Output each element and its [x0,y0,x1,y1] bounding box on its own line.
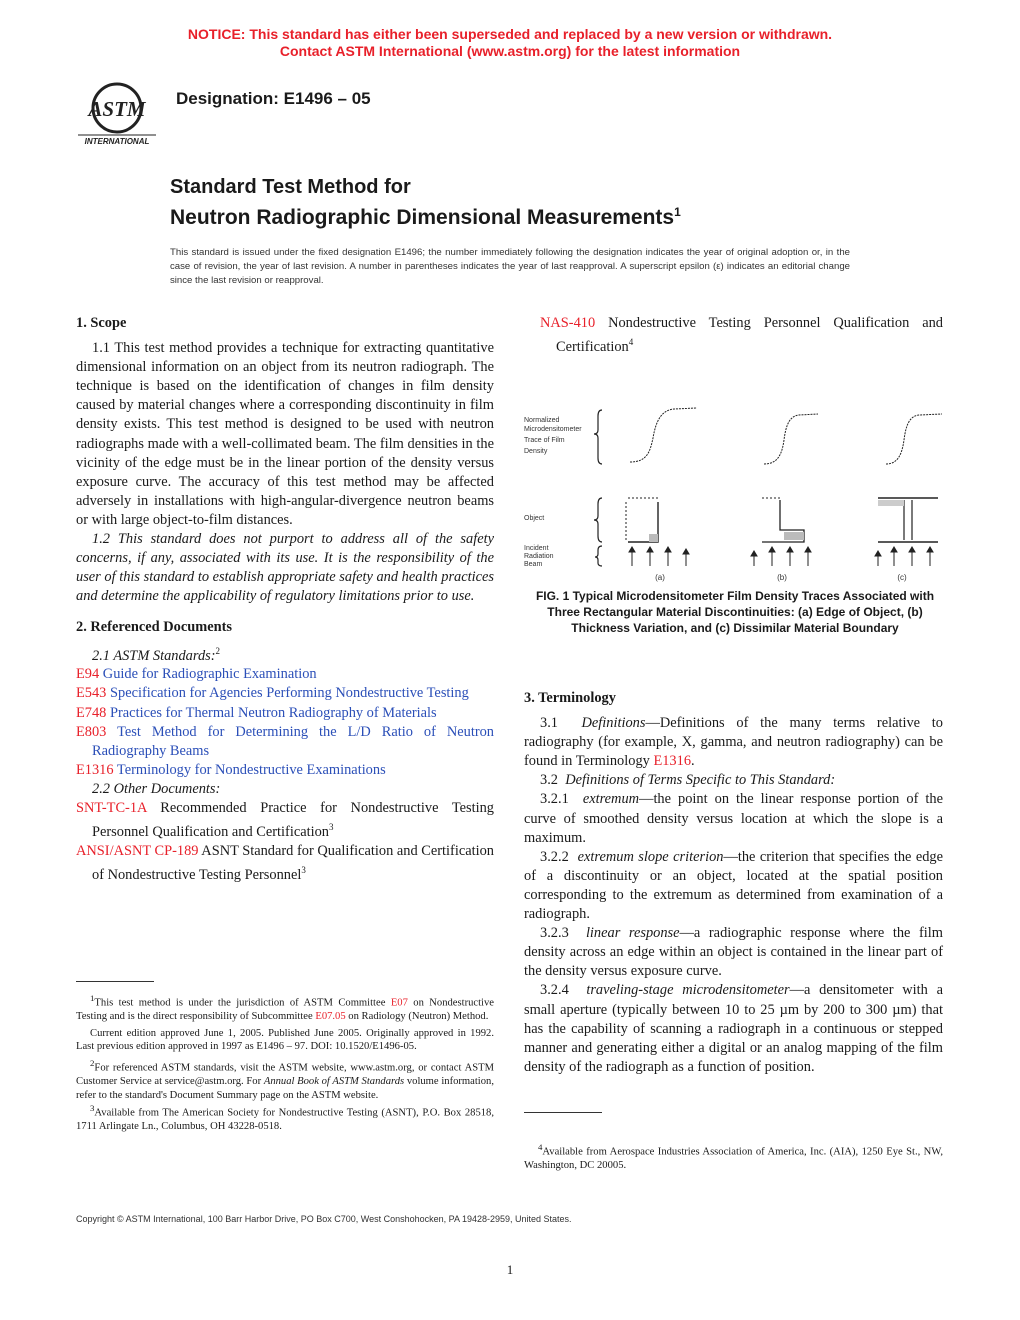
object-a [626,498,658,542]
footnote-2: $^2$For referenced ASTM standards, visit the ASTM website, www.astm.org, or contact ASTM Customer Service at service@astm.org. For Annual Book of ASTM Standards volume information, refer to the standard's Document Summary page on the ASTM website. [76,1057,494,1101]
footnote-rule-left [76,981,154,982]
other-doc-title: Nondestructive Testing Personnel Qualification and Certification [556,315,943,355]
brace-beam [595,546,602,566]
definition-text: —a radiographic response where the film density across an edge within an object is contained in the linear part of the density versus exposure curve. [524,925,943,980]
other-doc-title: Recommended Practice for Nondestructive Testing Personnel Qualification and Certification [92,800,494,840]
fig-label-beam-1: Incident [524,545,549,552]
other-doc-item [76,842,494,885]
figure-1-caption: FIG. 1 Typical Microdensitometer Film Density Traces Associated with Three Rectangular Material Discontinuities: (a) Edge of Object, (b) Thickness Variation, and (c) Dissimilar Material Boundary [535,589,935,635]
ref-code-link[interactable]: E1316 [76,761,114,778]
notice-line-1: NOTICE: This standard has either been superseded and replaced by a new version or withdrawn. [187,26,833,42]
ref-code-link[interactable]: E748 [76,704,107,721]
document-title [170,175,681,230]
withdrawn-notice [0,26,1020,60]
ref-code-link[interactable]: E94 [76,666,100,683]
footnotes-left [76,992,494,1134]
definition-item [524,848,943,924]
title-line-1: Standard Test Method for [170,176,411,198]
astm-logo-icon [74,78,160,148]
ref-code-link[interactable]: E803 [76,723,107,740]
footnote-1-edition: Current edition approved June 1, 2005. Published June 2005. Originally approved in 1992. Last previous edition approved in 1997 as E1496 – 97. DOI: 10.1520/E1496-05. [76,1027,494,1053]
term-3-1: 3.1 Definitions—Definitions of the many terms relative to radiography (for example, X, gamma, and neutron radiography) can be found in Terminology E1316. [524,715,943,770]
trace-a [630,408,697,462]
definition-item [524,924,943,981]
title-line-2: Neutron Radiographic Dimensional Measurements [170,206,675,229]
trace-b [764,414,818,464]
designation: Designation: E1496 – 05 [176,89,371,108]
other-doc-code-link[interactable]: SNT-TC-1A [76,800,147,817]
definition-term: extremum [582,791,640,808]
definition-item [524,981,943,1076]
fig-label-trace-1: Normalized [524,417,560,424]
issuance-note: This standard is issued under the fixed designation E1496; the number immediately following the designation indicates the year of original adoption or, in the case of revision, the year of last revision. A number in parentheses indicates the year of last reapproval. A superscript epsilon (ε) indicates an editorial change since the last revision or reapproval. [170,247,850,286]
terminology-section [524,689,943,1077]
panel-label-a: (a) [655,573,665,582]
astm-ref-item [76,704,494,723]
other-doc-fn: 3 [328,822,334,833]
definition-number: 3.2.2 [540,848,569,865]
beam-arrows [629,547,933,566]
astm-ref-item [76,684,494,703]
other-doc-fn: 4 [628,337,634,348]
logo-subtext: INTERNATIONAL [84,137,150,146]
definition-item [524,790,943,847]
definition-number: 3.2.1 [540,791,569,808]
brace-trace [594,410,602,464]
footnote-3: $^3$Available from The American Society for Nondestructive Testing (ASNT), P.O. Box 28518, 1711 Arlingate Ln., Columbus, OH 43228-0518. [76,1103,494,1133]
logo-text: ASTM [88,97,146,121]
trace-c [886,414,942,464]
panel-label-c: (c) [897,573,907,582]
ref-title-link[interactable]: Practices for Thermal Neutron Radiography of Materials [110,704,437,721]
definition-term: traveling-stage microdensitometer [586,982,790,999]
brace-object [594,498,602,542]
title-footnote-ref: 1 [674,205,681,219]
page-number: 1 [506,1262,514,1277]
scope-1-1: 1.1 This test method provides a technique for extracting quantitative dimensional information on an object from its neutron radiograph. The technique is based on the identification of changes in film density caused by material changes where a corresponding discontinuity in film density exists. This test method is designed to be used with neutron radiographs made with a well-collimated beam. The film densities in the vicinity of the edge must be in the linear portion of the density versus exposure curve. The accuracy of this test method may be affected adversely in installations with high-angular-divergence neutron beams or with large object-to-film distances. [76,340,494,528]
other-doc-code-link[interactable]: NAS-410 [540,315,596,331]
fig-label-beam-2: Radiation [524,553,554,560]
footnote-rule-right [524,1112,602,1113]
astm-logo [74,78,160,148]
figure-1 [522,402,950,586]
other-doc-fn: 3 [301,865,306,876]
definition-text: —the point on the linear response portion of the curve of smoothed density versus location at which the slope is a maximum. [524,791,943,846]
fig-label-trace-3: Trace of Film [524,437,565,444]
link-e1316-term[interactable]: E1316 [653,753,692,770]
figure-1-diagram [522,402,950,586]
fig-label-trace-4: Density [524,448,548,455]
scope-1-2: 1.2 This standard does not purport to address all of the safety concerns, if any, associated with its use. It is the responsibility of the user of this standard to establish appropriate safety and health practices and determine the applicability of regulatory limitations prior to use. [76,531,494,605]
link-e0705[interactable]: E07.05 [315,1011,346,1023]
refdocs-heading: 2. Referenced Documents [76,619,232,636]
fig-label-beam-3: Beam [524,561,543,568]
definitions-list [524,790,943,1076]
footnote-4: $^4$Available from Aerospace Industries Association of America, Inc. (AIA), 1250 Eye St., NW, Washington, DC 20005. [524,1142,943,1172]
scope-heading: 1. Scope [76,315,127,331]
other-doc-item [76,799,494,842]
other-docs-list [76,799,494,885]
footnote-1: $^1$This test method is under the jurisdiction of ASTM Committee E07 on Nondestructive Testing and is the direct responsibility of Subcommittee E07.05 on Radiology (Neutron) Method. [76,993,494,1023]
terminology-heading: 3. Terminology [524,690,616,706]
ref-title-link[interactable]: Terminology for Nondestructive Examinations [116,761,386,778]
other-doc-code-link[interactable]: ANSI/ASNT CP-189 [76,843,199,860]
copyright: Copyright © ASTM International, 100 Barr Harbor Drive, PO Box C700, West Conshohocken, PA 19428-2959, United States. [76,1214,572,1224]
ref-title-link[interactable]: Test Method for Determining the L/D Ratio of Neutron Radiography Beams [92,723,494,759]
definition-text: —a densitometer with a small aperture (typically between 10 to 25 µm by 200 to 300 µm) that has the capability of scanning a radiograph in a continuous or stepped manner and generating either a digital or an analog mapping of the film density of the radiograph as a function of position. [524,982,943,1075]
astm-ref-item [76,723,494,761]
fig-label-object: Object [524,515,545,522]
definition-number: 3.2.3 [540,925,569,942]
object-b [762,498,804,542]
left-column [76,314,494,885]
ref-title-link[interactable]: Specification for Agencies Performing Nondestructive Testing [110,685,469,702]
term-3-2: 3.2 Definitions of Terms Specific to This Standard: [540,772,836,789]
definition-text: —the criterion that specifies the edge of a discontinuity or an object, located at the spatial position corresponding to the extremum as determined from examination of a radiograph. [524,848,944,923]
object-c [878,498,938,542]
definition-number: 3.2.4 [540,982,569,999]
panel-label-b: (b) [777,573,787,582]
astm-ref-item [76,761,494,780]
definition-term: linear response [585,925,680,942]
link-e07[interactable]: E07 [390,997,408,1009]
right-column-refs [540,314,943,357]
notice-line-2: Contact ASTM International (www.astm.org) for the latest information [279,43,741,59]
other-docs-label: 2.2 Other Documents: [92,780,221,797]
astm-standards-label: 2.1 ASTM Standards: [92,647,216,664]
other-doc-item [540,314,943,357]
astm-standards-fn: 2 [215,645,221,656]
astm-standards-list [76,665,494,780]
fig-label-trace-2: Microdensitometer [524,426,582,433]
other-doc-title: ASNT Standard for Qualification and Certification of Nondestructive Testing Personnel [92,843,494,883]
astm-ref-item [76,665,494,684]
ref-code-link[interactable]: E543 [76,685,107,702]
ref-title-link[interactable]: Guide for Radiographic Examination [102,666,317,683]
definition-term: extremum slope criterion [577,848,724,865]
